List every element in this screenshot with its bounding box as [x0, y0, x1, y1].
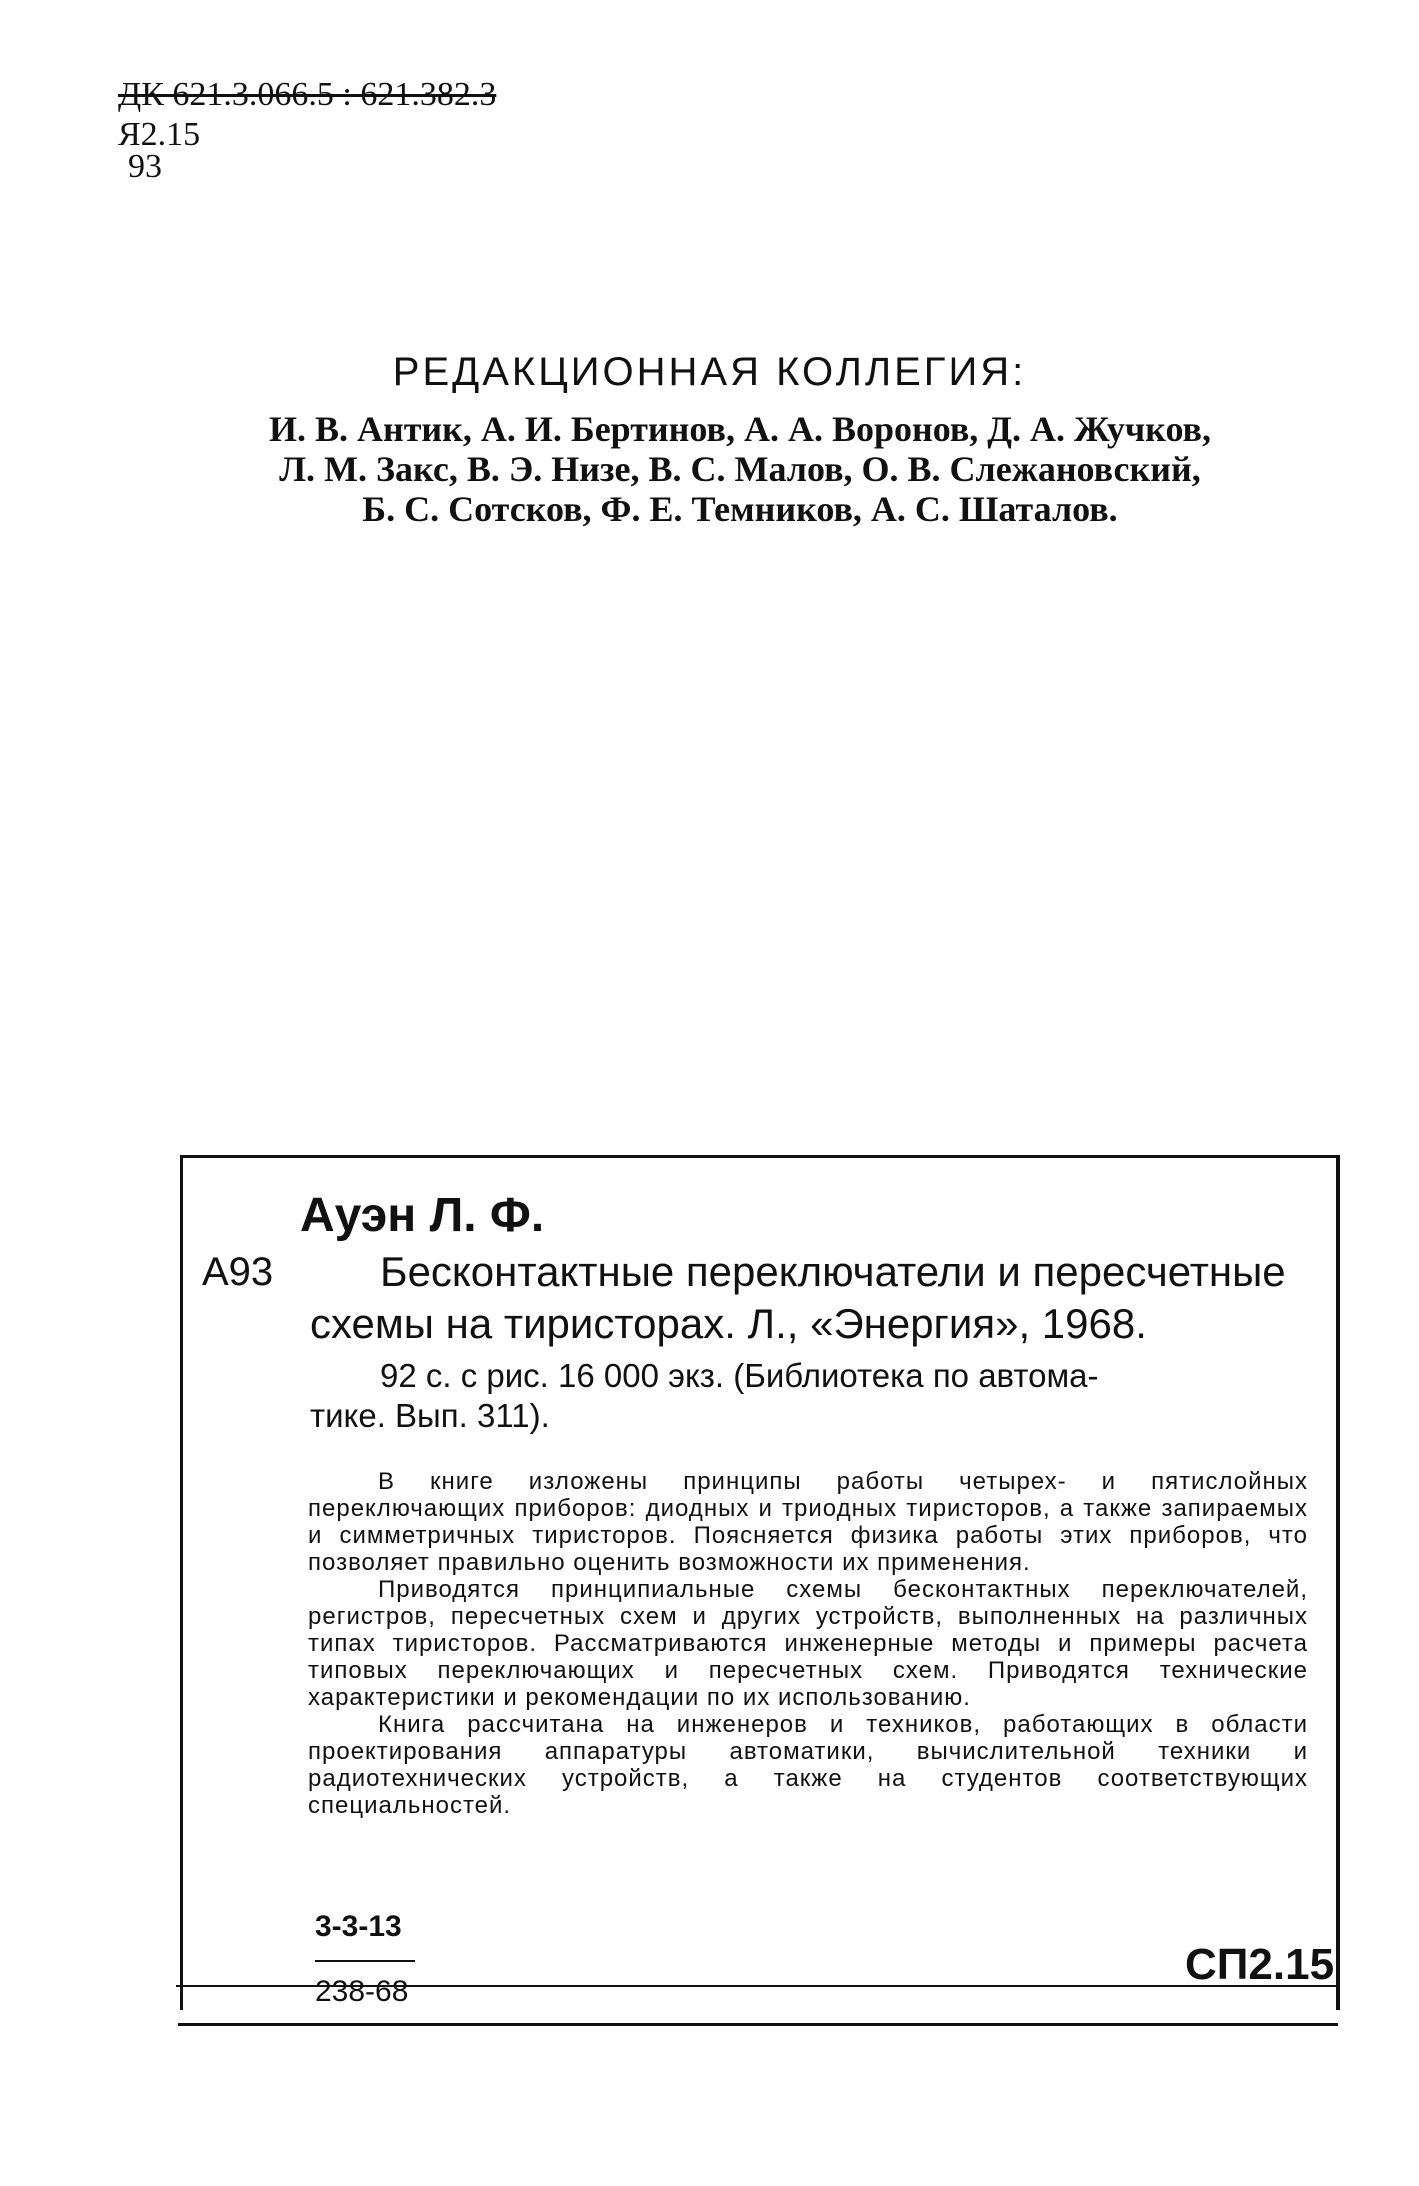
card-description-line: тике. Вып. 311).	[310, 1397, 550, 1434]
udk-code: ДК 621.3.066.5 : 621.382.3	[118, 76, 497, 113]
fraction-line	[315, 1960, 415, 1962]
index-code: 93	[128, 148, 162, 185]
card-description-line: 92 с. с рис. 16 000 экз. (Библиотека по автома-	[380, 1357, 1099, 1394]
card-shelf-code: СП2.15	[1185, 1940, 1335, 1989]
card-annotation	[308, 1468, 1308, 1819]
card-title	[310, 1246, 1310, 1350]
editorial-board-title: РЕДАКЦИОННАЯ КОЛЛЕГИЯ:	[392, 350, 1027, 394]
editorial-board-line: И. В. Антик, А. И. Бертинов, А. А. Воронов, Д. А. Жучков,	[268, 409, 1211, 449]
card-title-line: схемы на тиристорах. Л., «Энергия», 1968.	[310, 1300, 1147, 1347]
card-index: А93	[202, 1250, 274, 1294]
card-description	[310, 1356, 1300, 1436]
annotation-paragraph: Книга рассчитана на инженеров и техников, работающих в области проектирования аппаратуры автоматики, вычислительной техники и радиотехнических устройств, а также на студентов соответствующих специальностей.	[308, 1711, 1308, 1819]
card-title-line: Бесконтактные переключатели и пересчетные	[380, 1248, 1286, 1295]
annotation-paragraph: В книге изложены принципы работы четырех- и пятислойных переключающих приборов: диодных и триодных тиристоров, а также запираемых и симметричных тиристоров. Поясняется физика работы этих приборов, что позволяет правильно оценить возможности их применения.	[308, 1468, 1308, 1576]
card-code-top: 3-3-13	[315, 1910, 402, 1943]
card-code-bottom: 238-68	[315, 1975, 409, 2008]
editorial-board-line: Б. С. Сотсков, Ф. Е. Темников, А. С. Шаталов.	[362, 489, 1118, 529]
editorial-board-line: Л. М. Закс, В. Э. Низе, В. С. Малов, О. В. Слежановский,	[279, 449, 1201, 489]
annotation-paragraph: Приводятся принципиальные схемы бесконтактных переключателей, регистров, пересчетных схем и других устройств, выполненных на различных типах тиристоров. Рассматриваются инженерные методы и примеры расчета типовых переключающих и пересчетных схем. Приводятся технические характеристики и рекомендации по их использованию.	[308, 1576, 1308, 1711]
card-author: Ауэн Л. Ф.	[300, 1189, 545, 1242]
classification-code: Я2.15	[118, 116, 201, 153]
card-bottom-rule	[178, 2023, 1338, 2026]
